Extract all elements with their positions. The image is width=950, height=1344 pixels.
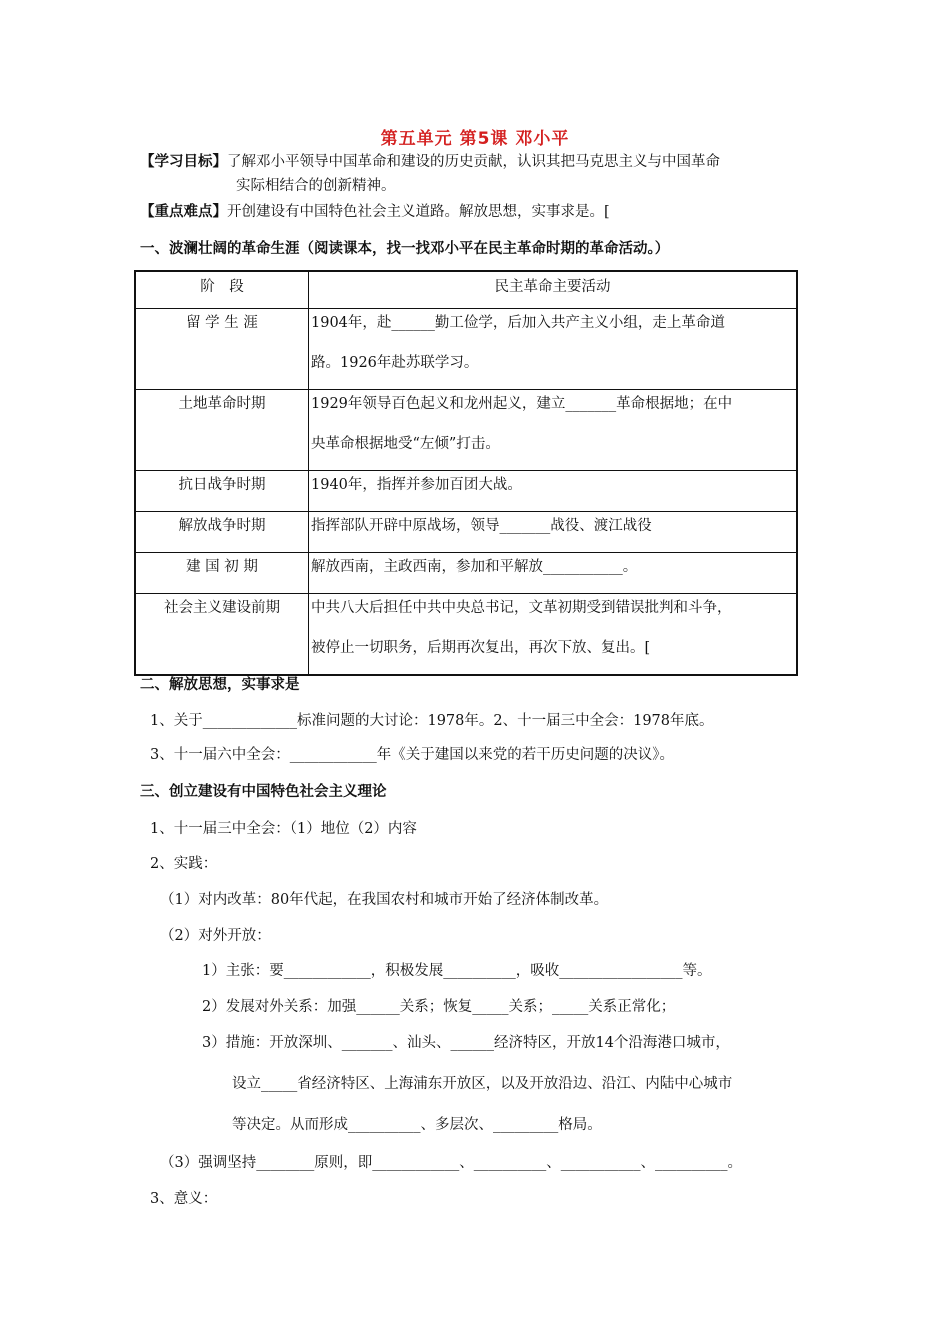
section3-line-10: （3）强调坚持________原则，即____________、__________、___________、__________。 bbox=[160, 1155, 742, 1171]
table-cell-line: 1940年，指挥并参加百团大战。 bbox=[311, 477, 522, 493]
section3-line-3: （1）对内改革：80年代起，在我国农村和城市开始了经济体制改革。 bbox=[160, 892, 609, 908]
table-stage: 土地革命时期 bbox=[178, 396, 266, 412]
table-header-stage: 阶 段 bbox=[135, 271, 309, 309]
table-row bbox=[135, 471, 797, 512]
section2-heading: 二、解放思想，实事求是 bbox=[140, 677, 300, 693]
objectives-line-2: 实际相结合的创新精神。 bbox=[236, 178, 396, 194]
keypoints-text: 开创建设有中国特色社会主义道路。解放思想，实事求是。[ bbox=[227, 204, 610, 220]
table-cell-line: 指挥部队开辟中原战场，领导_______战役、渡江战役 bbox=[311, 518, 652, 534]
table-row bbox=[135, 553, 797, 594]
table-stage: 留 学 生 涯 bbox=[186, 315, 258, 331]
keypoints-label: 【重点难点】 bbox=[140, 204, 227, 220]
section3-line-4: （2）对外开放： bbox=[160, 928, 271, 944]
objectives-text-1: 了解邓小平领导中国革命和建设的历史贡献，认识其把马克思主义与中国革命 bbox=[227, 154, 720, 170]
table-cell-line: 1904年，赴______勤工俭学，后加入共产主义小组，走上革命道 bbox=[311, 315, 725, 331]
section3-line-8: 设立_____省经济特区、上海浦东开放区，以及开放沿边、沿江、内陆中心城市 bbox=[232, 1076, 733, 1092]
table-stage: 社会主义建设前期 bbox=[164, 600, 280, 616]
section3-line-5: 1）主张：要____________，积极发展__________，吸收_________________等。 bbox=[202, 963, 712, 979]
objectives-line-1 bbox=[140, 153, 720, 171]
table-cell-line: 路。1926年赴苏联学习。 bbox=[311, 355, 479, 371]
section3-line-1: 1、十一届三中全会：（1）地位（2）内容 bbox=[150, 821, 417, 837]
page-title: 第五单元 第5课 邓小平 bbox=[380, 129, 570, 149]
table-cell-line: 央革命根据地受“左倾”打击。 bbox=[311, 436, 500, 452]
section3-line-7: 3）措施：开放深圳、_______、汕头、______经济特区，开放14个沿海港口城市， bbox=[202, 1035, 730, 1051]
keypoints-line bbox=[140, 203, 610, 221]
table-cell-line: 解放西南，主政西南，参加和平解放___________。 bbox=[311, 559, 638, 575]
table-cell-line: 中共八大后担任中共中央总书记，文革初期受到错误批判和斗争， bbox=[311, 600, 732, 616]
table-stage: 建 国 初 期 bbox=[186, 559, 258, 575]
objectives-label: 【学习目标】 bbox=[140, 154, 227, 170]
table-cell-line: 被停止一切职务，后期再次复出，再次下放、复出。[ bbox=[311, 640, 651, 656]
section1-heading: 一、波澜壮阔的革命生涯（阅读课本，找一找邓小平在民主革命时期的革命活动。） bbox=[140, 241, 670, 257]
table-stage: 抗日战争时期 bbox=[178, 477, 266, 493]
section2-line-2: 3、十一届六中全会：____________年《关于建国以来党的若干历史问题的决议》。 bbox=[150, 747, 674, 763]
table-row bbox=[135, 309, 797, 390]
section3-line-2: 2、实践： bbox=[150, 856, 218, 872]
table-header-activity: 民主革命主要活动 bbox=[309, 271, 798, 309]
section3-heading: 三、创立建设有中国特色社会主义理论 bbox=[140, 784, 387, 800]
section3-line-11: 3、意义： bbox=[150, 1191, 218, 1207]
activities-table bbox=[134, 270, 798, 676]
section3-line-6: 2）发展对外关系：加强______关系；恢复_____关系；_____关系正常化； bbox=[202, 999, 676, 1015]
table-header-row bbox=[135, 271, 797, 309]
table-row bbox=[135, 390, 797, 471]
table-stage: 解放战争时期 bbox=[178, 518, 266, 534]
table-row bbox=[135, 594, 797, 676]
section3-line-9: 等决定。从而形成__________、多层次、_________格局。 bbox=[232, 1117, 602, 1133]
section2-line-1: 1、关于_____________标准问题的大讨论：1978年。2、十一届三中全会：1978年底。 bbox=[150, 713, 714, 729]
table-cell-line: 1929年领导百色起义和龙州起义，建立_______革命根据地；在中 bbox=[311, 396, 733, 412]
table-row bbox=[135, 512, 797, 553]
